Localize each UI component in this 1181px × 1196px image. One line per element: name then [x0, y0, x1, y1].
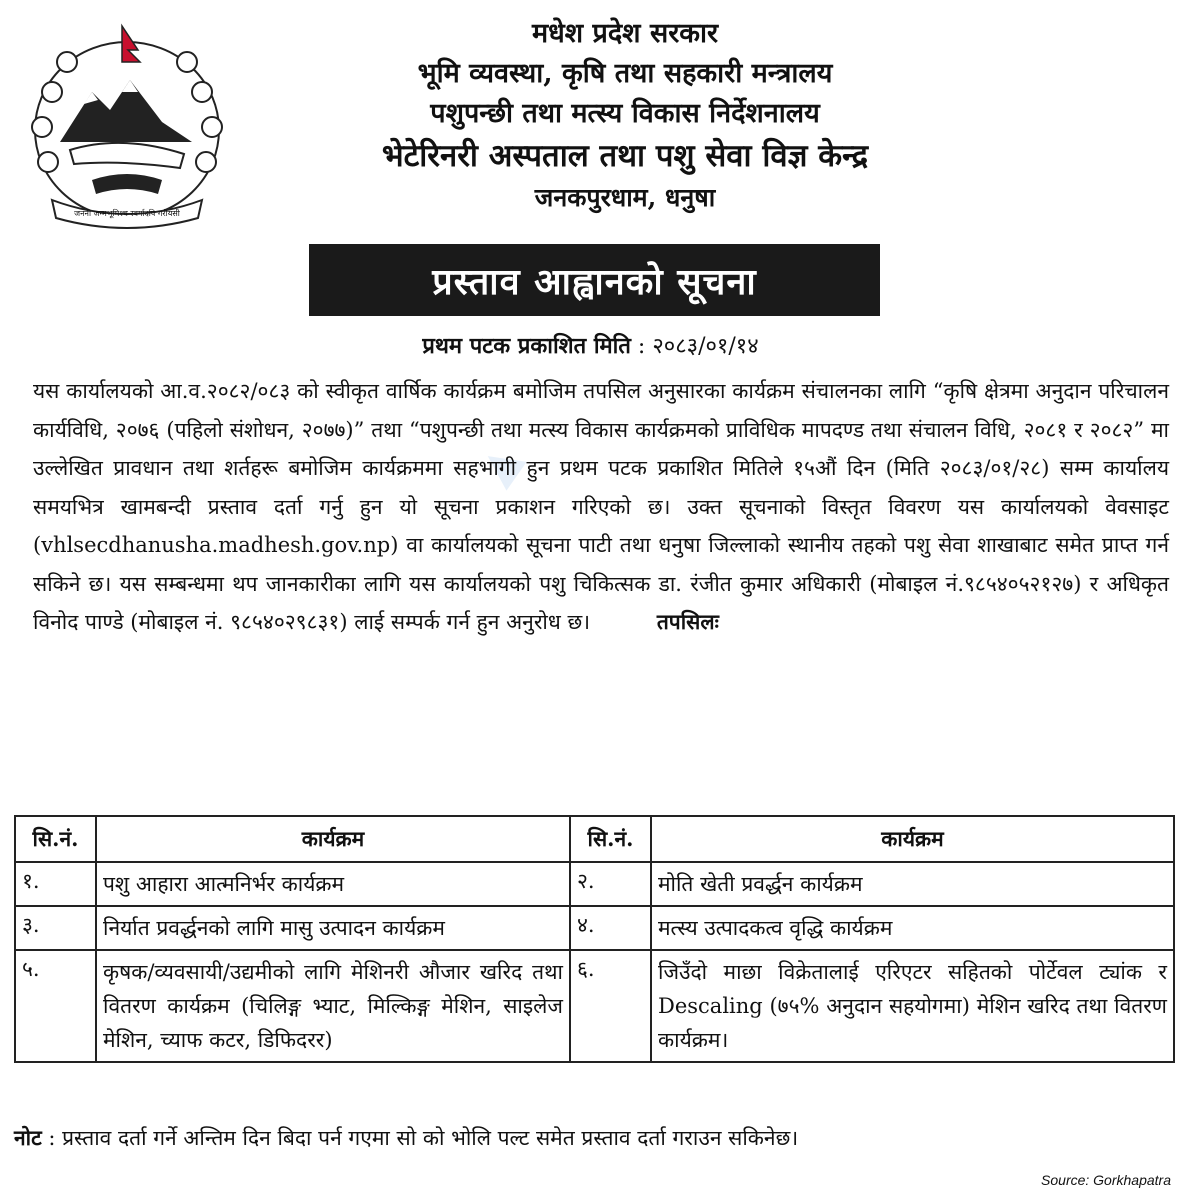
publication-label: प्रथम पटक प्रकाशित मिति: [422, 333, 631, 359]
notice-paragraph: यस कार्यालयको आ.व.२०८२/०८३ को स्वीकृत वार्षिक कार्यक्रम बमोजिम तपसिल अनुसारका कार्यक्रम संचालनका लागि “कृषि क्षेत्रमा अनुदान परिचालन कार्यविधि, २०७६ (पहिलो संशोधन, २०७७)” तथा “पशुपन्छी तथा मत्स्य विकास कार्यक्रमको प्राविधिक मापदण्ड तथा संचालन विधि, २०८१ र २०८२” मा उल्लेखित प्रावधान तथा शर्तहरू बमोजिम कार्यक्रममा सहभागी हुन प्रथम पटक प्रकाशित मितिले १५औं दिन (मिति २०८३/०१/२८) सम्म कार्यालय समयभित्र खामबन्दी प्रस्ताव दर्ता गर्नु हुन यो सूचना प्रकाशन गरिएको छ। उक्त सूचनाको विस्तृत विवरण यस कार्यालयको वेवसाइट (vhlsecdhanusha.madhesh.gov.np) वा कार्यालयको सूचना पाटी तथा धनुषा जिल्लाको स्थानीय तहको पशु सेवा शाखाबाट समेत प्राप्त गर्न सकिने छ। यस सम्बन्धमा थप जानकारीका लागि यस कार्यालयको पशु चिकित्सक डा. रंजीत कुमार अधिकारी (मोबाइल नं.९८५४०५२१२७) र अधिकृत विनोद पाण्डे (मोबाइल नं. ९८५४०२९८३१) लाई सम्पर्क गर्न हुन अनुरोध छ।: [33, 379, 1169, 634]
notice-title-banner: [309, 244, 880, 316]
row-sn: ५.: [15, 950, 96, 1062]
row-program: कृषक/व्यवसायी/उद्यमीको लागि मेशिनरी औजार खरिद तथा वितरण कार्यक्रम (चिलिङ्ग भ्याट, मिल्किङ्ग मेशिन, साइलेज मेशिन, च्याफ कटर, डिफिदरर): [96, 950, 570, 1062]
office-header: [250, 14, 1000, 218]
mountain-icon: [60, 80, 192, 142]
government-emblem: [22, 22, 232, 232]
nepal-flag-icon: [122, 26, 140, 62]
notice-note: [14, 1124, 1174, 1152]
table-row: [15, 906, 1174, 950]
row-sn: ४.: [570, 906, 651, 950]
row-program: मत्स्य उत्पादकत्व वृद्धि कार्यक्रम: [651, 906, 1174, 950]
row-sn: २.: [570, 862, 651, 906]
notice-title: प्रस्ताव आह्वानको सूचना: [432, 260, 757, 303]
header-address: जनकपुरधाम, धनुषा: [534, 183, 716, 212]
watermark: ▲: [455, 420, 545, 509]
publication-date: २०८३/०१/१४: [652, 334, 759, 359]
row-sn: १.: [15, 862, 96, 906]
header-government: मधेश प्रदेश सरकार: [531, 18, 719, 49]
row-program: जिउँदो माछा विक्रेतालाई एरिएटर सहितको पोर्टेवल ट्यांक र Descaling (७५% अनुदान सहयोगमा) मेशिन खरिद तथा वितरण कार्यक्रम।: [651, 950, 1174, 1062]
handshake-icon: [92, 174, 162, 194]
program-table: [14, 815, 1175, 1063]
table-row: [15, 950, 1174, 1062]
row-program: पशु आहारा आत्मनिर्भर कार्यक्रम: [96, 862, 570, 906]
note-text: : प्रस्ताव दर्ता गर्ने अन्तिम दिन बिदा पर्न गएमा सो को भोलि पल्ट समेत प्रस्ताव दर्ता गराउन सकिनेछ।: [41, 1126, 799, 1150]
tapasil-label: तपसिलः: [656, 609, 719, 634]
header-program-1: कार्यक्रम: [96, 816, 570, 862]
row-program: निर्यात प्रवर्द्धनको लागि मासु उत्पादन कार्यक्रम: [96, 906, 570, 950]
row-sn: ३.: [15, 906, 96, 950]
header-directorate: पशुपन्छी तथा मत्स्य विकास निर्देशनालय: [430, 98, 820, 129]
header-office: भेटेरिनरी अस्पताल तथा पशु सेवा विज्ञ केन्द्र: [381, 138, 869, 174]
publication-date-line: [0, 330, 1181, 360]
source-credit: Source: Gorkhapatra: [1041, 1172, 1171, 1188]
header-ministry: भूमि व्यवस्था, कृषि तथा सहकारी मन्त्रालय: [417, 58, 833, 89]
header-program-2: कार्यक्रम: [651, 816, 1174, 862]
notice-body: [33, 372, 1169, 642]
table-row: [15, 862, 1174, 906]
emblem-motto: जननी जन्मभूमिश्च स्वर्गादपि गरीयसी: [74, 209, 180, 218]
publication-separator: :: [630, 334, 653, 359]
row-sn: ६.: [570, 950, 651, 1062]
note-label: नोट: [14, 1125, 42, 1150]
table-header-row: [15, 816, 1174, 862]
nepal-map-icon: [70, 143, 184, 168]
row-program: मोति खेती प्रवर्द्धन कार्यक्रम: [651, 862, 1174, 906]
header-sn-1: सि.नं.: [15, 816, 96, 862]
header-sn-2: सि.नं.: [570, 816, 651, 862]
